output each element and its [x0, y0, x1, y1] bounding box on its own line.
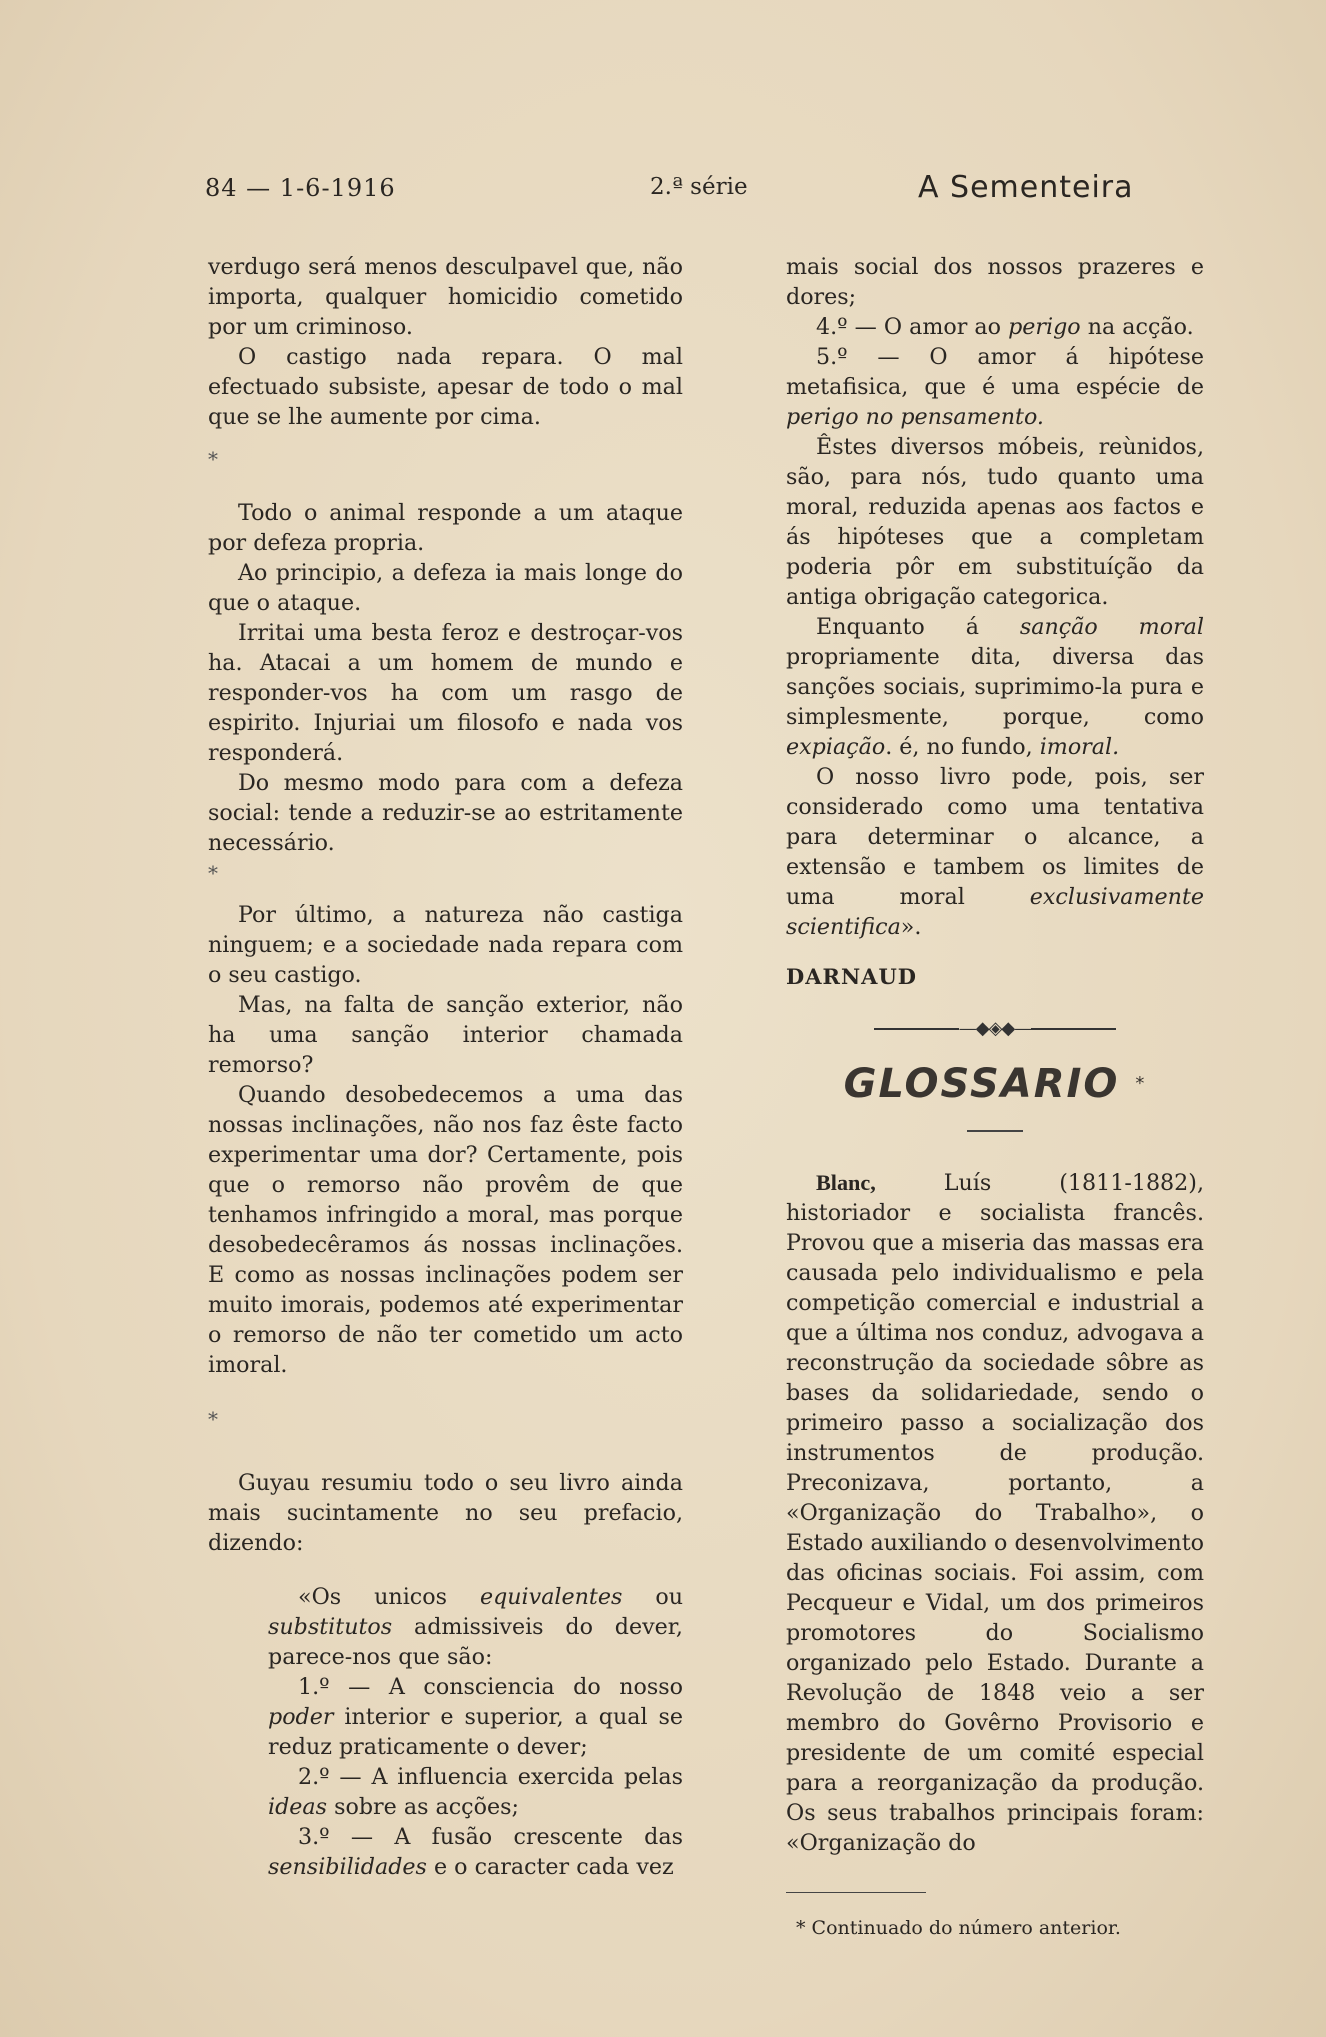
paragraph: O castigo nada repara. O mal efectuado subsiste, apesar de todo o mal que se lhe aumente por cima.: [208, 344, 683, 430]
paragraph: O nosso livro pode, pois, ser considerado como uma tentativa para determinar o alcance, a extensão e tambem os limites de uma moral exclusivamente scientifica».: [786, 764, 1204, 940]
divider: [967, 1130, 1023, 1132]
quote-paragraph: 3.º — A fusão crescente das sensibilidades e o caracter cada vez: [268, 1824, 683, 1880]
footnote-rule: [786, 1892, 926, 1893]
author-signature: DARNAUD: [786, 964, 917, 989]
paragraph: 4.º — O amor ao perigo na acção.: [816, 314, 1194, 340]
section-separator: *: [208, 861, 218, 885]
paragraph: Ao principio, a defeza ia mais longe do que o ataque.: [208, 560, 683, 616]
paragraph: Enquanto á sanção moral propriamente dita, diversa das sanções sociais, suprimimo-la pura e simplesmente, porque, como expiação. é, no fundo, imoral.: [786, 614, 1205, 760]
quote-paragraph: 2.º — A influencia exercida pelas ideas sobre as acções;: [268, 1764, 683, 1820]
paragraph: Todo o animal responde a um ataque por defeza propria.: [208, 500, 683, 556]
series-label: 2.ª série: [650, 174, 748, 200]
paragraph: Por último, a natureza não castiga ninguem; e a sociedade nada repara com o seu castigo.: [208, 902, 683, 988]
paragraph: Mas, na falta de sanção exterior, não ha uma sanção interior chamada remorso?: [208, 992, 683, 1078]
left-column: [208, 252, 683, 1882]
section-separator: *: [208, 447, 218, 471]
right-column: [786, 252, 1204, 1943]
paragraph: Irritai uma besta feroz e destroçar-vos ha. Atacai a um homem de mundo e responder-vos ha com um rasgo de espirito. Injuriai um filosofo e nada vos responderá.: [208, 620, 683, 766]
paragraph: Do mesmo modo para com a defeza social: tende a reduzir-se ao estritamente necessário.: [208, 770, 683, 856]
publication-title: A Sementeira: [918, 170, 1134, 205]
paragraph: verdugo será menos desculpavel que, não importa, qualquer homicidio cometido por um criminoso.: [208, 254, 683, 340]
paragraph: 5.º — O amor á hipótese metafisica, que é uma espécie de perigo no pensamento.: [786, 344, 1204, 430]
paragraph: mais social dos nossos prazeres e dores;: [786, 254, 1204, 310]
issue-date: 84 — 1-6-1916: [205, 174, 396, 202]
glossary-entry: Blanc, Luís (1811-1882), historiador e socialista francês. Provou que a miseria das massas era causada pelo individualismo e pela competição comercial e industrial a que a última nos conduz, advogava a reconstrução da sociedade sôbre as bases da solidariedade, sendo o primeiro passo a socialização dos instrumentos de produção. Preconizava, portanto, a «Organização do Trabalho», o Estado auxiliando o desenvolvimento das oficinas sociais. Foi assim, com Pecqueur e Vidal, um dos primeiros promotores do Socialismo organizado pelo Estado. Durante a Revolução de 1848 veio a ser membro do Govêrno Provisorio e presidente de um comité especial para a reorganização da produção. Os seus trabalhos principais foram: «Organização do: [786, 1170, 1204, 1856]
quote-paragraph: 1.º — A consciencia do nosso poder interior e superior, a qual se reduz praticamente o dever;: [268, 1674, 683, 1760]
footnote-marker: *: [1135, 1073, 1147, 1094]
glossary-heading: GLOSSARIO *: [843, 1061, 1147, 1107]
ornamental-divider: —◆◈◆—: [786, 1014, 1204, 1044]
paragraph: Quando desobedecemos a uma das nossas inclinações, não nos faz êste facto experimentar uma dor? Certamente, pois que o remorso não provêm de que tenhamos infringido a moral, mas porque desobedecêramos ás nossas inclinações. E como as nossas inclinações podem ser muito imorais, podemos até experimentar o remorso de não ter cometido um acto imoral.: [208, 1082, 683, 1378]
page-header: [205, 170, 1165, 210]
guyau-quote: [208, 1582, 683, 1882]
footnote: * Continuado do número anterior.: [796, 1917, 1121, 1939]
paragraph: Guyau resumiu todo o seu livro ainda mais sucintamente no seu prefacio, dizendo:: [208, 1470, 683, 1556]
entry-term: Blanc,: [816, 1170, 876, 1195]
quote-paragraph: «Os unicos equivalentes ou substitutos admissiveis do dever, parece-nos que são:: [268, 1584, 683, 1670]
paragraph: Êstes diversos móbeis, reùnidos, são, para nós, tudo quanto uma moral, reduzida apenas aos factos e ás hipóteses que a completam poderia pôr em substituíção da antiga obrigação categorica.: [786, 434, 1204, 610]
section-separator: *: [208, 1407, 218, 1431]
